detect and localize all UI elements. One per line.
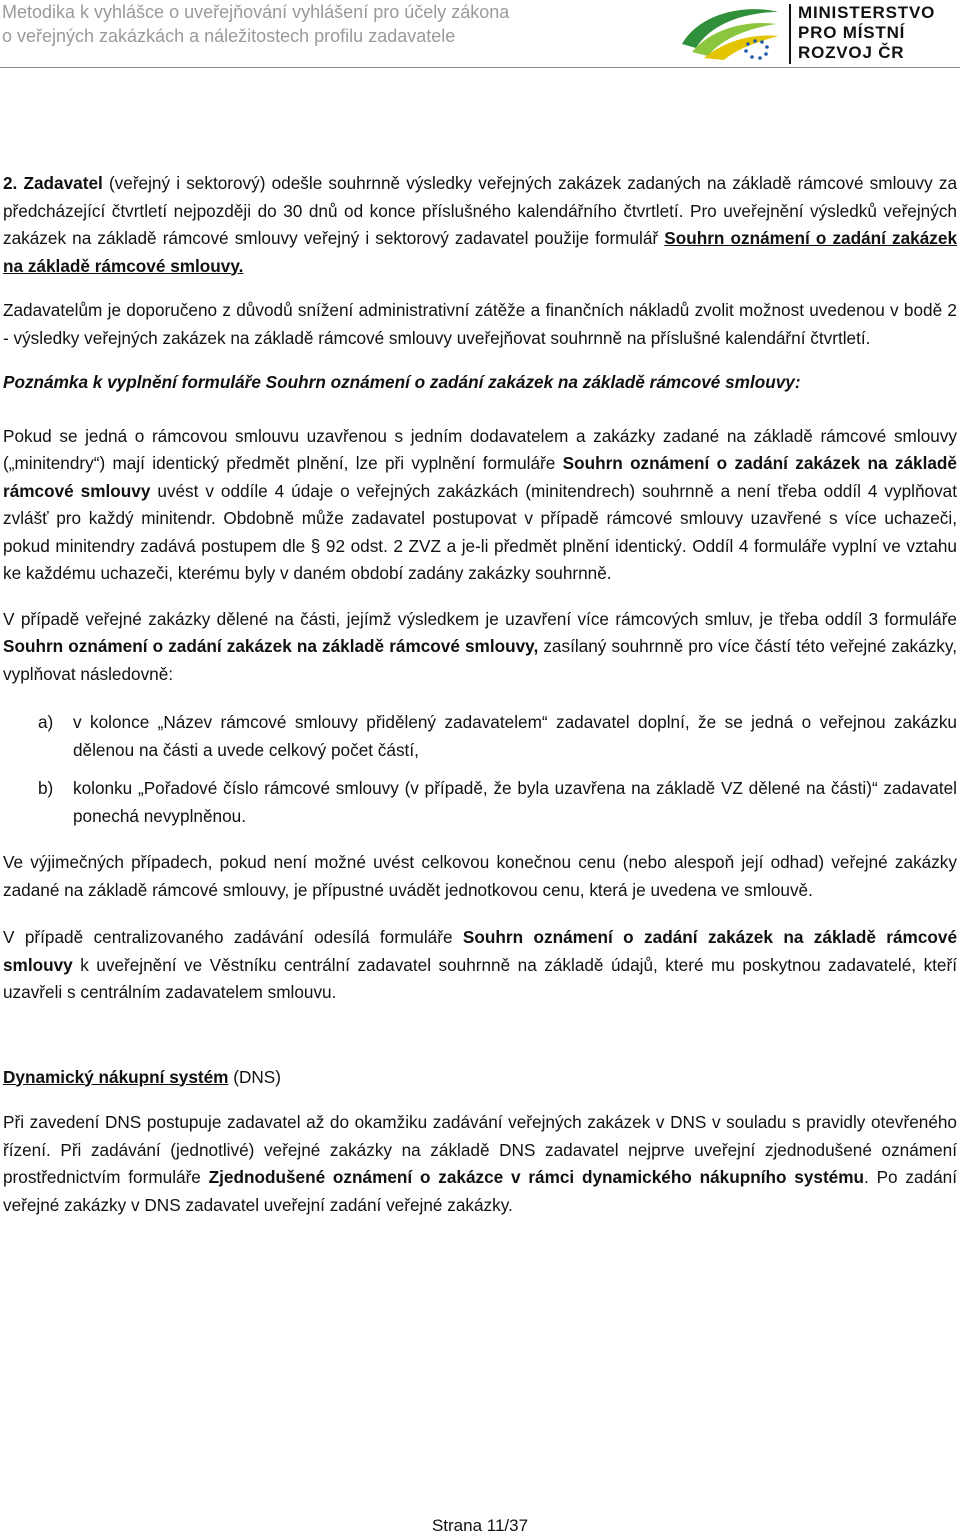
paragraph-text: V případě veřejné zakázky dělené na části, jejímž výsledkem je uzavření více rámcových smluv, je třeba oddíl 3 formuláře (3, 608, 957, 629)
page-number: Strana 11/37 (431, 1516, 529, 1535)
ministry-logo-icon (678, 4, 780, 60)
paragraph-text: k uveřejnění ve Věstníku centrální zadavatel souhrnně na základě údajů, které mu poskytnou zadavatelé, kteří uzavřeli s centrálním zadavatelem smlouvu. (3, 954, 957, 1002)
paragraph-divided-contract (3, 606, 957, 689)
item-lead: Zadavatel (23, 173, 103, 193)
form-name: Zjednodušené oznámení o zakázce v rámci dynamického nákupního systému (208, 1167, 865, 1187)
paragraph-item-2 (3, 170, 957, 280)
paragraph-text: (veřejný i sektorový) odešle souhrnně výsledky veřejných zakázek zadaných na základě rámcové smlouvy za předcházející čtvrtletí nejpozději do 30 dnů od konce příslušného kalendářního čtvrtletí. Pro uveřejnění výsledků veřejných zakázek na základě rámcové smlouvy veřejný i sektorový zadavatel použije formulář (3, 173, 957, 248)
note-heading: Poznámka k vyplnění formuláře Souhrn oznámení o zadání zakázek na základě rámcové smlouvy: (3, 372, 801, 392)
paragraph-dns (3, 1109, 957, 1219)
document-title-line-2: o veřejných zakázkách a náležitostech profilu zadavatele (2, 26, 456, 46)
paragraph-minitendry (3, 423, 957, 588)
list-marker: a) (38, 712, 54, 732)
paragraph-text: V případě centralizovaného zadávání odesílá formuláře (3, 927, 463, 947)
form-name: Souhrn oznámení o zadání zakázek na základě rámcové smlouvy. (3, 228, 958, 276)
document-title (2, 0, 642, 48)
dns-heading (3, 1064, 957, 1092)
page-body (3, 170, 957, 1219)
list-item-text: v kolonce „Název rámcové smlouvy přidělený zadavatelem“ zadavatel doplní, že se jedná o veřejnou zakázku dělenou na části a uvede celkový počet částí, (73, 712, 957, 760)
ministry-logo-text (798, 3, 935, 63)
logo-line-2: PRO MÍSTNÍ (798, 23, 906, 42)
page-header (0, 0, 960, 68)
logo-line-1: MINISTERSTVO (798, 3, 936, 22)
header-divider (0, 67, 960, 68)
paragraph-unit-price: Ve výjimečných případech, pokud není možné uvést celkovou konečnou cenu (nebo alespoň její odhad) veřejné zakázky zadané na základě rámcové smlouvy, je přípustné uvádět jednotkovou cenu, která je uvedena ve smlouvě. (3, 852, 957, 900)
instruction-list (3, 709, 957, 830)
form-name: Souhrn oznámení o zadání zakázek na základě rámcové smlouvy (3, 927, 958, 975)
paragraph-centralized (3, 924, 957, 1007)
logo-separator (789, 4, 791, 64)
list-item (3, 775, 957, 830)
item-number: 2. (3, 173, 18, 193)
list-item-text: kolonku „Pořadové číslo rámcové smlouvy (v případě, že byla uzavřena na základě VZ dělené na části)“ zadavatel ponechá nevyplněnou. (73, 778, 957, 826)
paragraph-text: Pokud se jedná o rámcovou smlouvu uzavřenou s jedním dodavatelem a zakázky zadané na základě rámcové smlouvy („minitendry“) mají identický předmět plnění, lze při vyplnění formuláře (3, 425, 957, 473)
form-name: Souhrn oznámení o zadání zakázek na základě rámcové smlouvy (3, 453, 957, 501)
list-marker: b) (38, 778, 54, 798)
paragraph-text: uvést v oddíle 4 údaje o veřejných zakázkách (minitendrech) souhrnně a není třeba oddíl 4 vyplňovat zvlášť pro každý minitendr. Obdobně může zadavatel postupovat v případě rámcové smlouvy uzavřené s více uchazeči, pokud minitendry zadává postupem dle § 92 odst. 2 ZVZ a je-li předmět plnění identický. Oddíl 4 formuláře vyplní ve vztahu ke každému uchazeči, kterému byly v daném období zadány zakázky souhrnně. (3, 480, 957, 583)
paragraph-text: Při zavedení DNS postupuje zadavatel až do okamžiku zadávání veřejných zakázek v DNS v souladu s pravidly otevřeného řízení. Při zadávání (jednotlivé) veřejné zakázky na základě DNS zadavatel nejprve uveřejní zjednodušené oznámení prostřednictvím formuláře (3, 1112, 957, 1187)
logo-line-3: ROZVOJ ČR (798, 43, 905, 62)
list-item (3, 709, 957, 764)
paragraph-text: . Po zadání veřejné zakázky v DNS zadavatel uveřejní zadání veřejné zakázky. (3, 1167, 957, 1215)
document-title-line-1: Metodika k vyhlášce o uveřejňování vyhlášení pro účely zákona (2, 2, 510, 22)
paragraph-text: zasílaný souhrnně pro více částí této veřejné zakázky, vyplňovat následovně: (3, 636, 957, 684)
dns-heading-abbr: (DNS) (228, 1066, 281, 1087)
dns-heading-title: Dynamický nákupní systém (3, 1066, 229, 1087)
paragraph-recommendation: Zadavatelům je doporučeno z důvodů snížení administrativní zátěže a finančních nákladů zvolit možnost uvedenou v bodě 2 - výsledky veřejných zakázek na základě rámcové smlouvy uveřejňovat souhrnně na příslušné kalendářní čtvrtletí. (3, 300, 957, 348)
form-name: Souhrn oznámení o zadání zakázek na základě rámcové smlouvy, (3, 636, 539, 656)
